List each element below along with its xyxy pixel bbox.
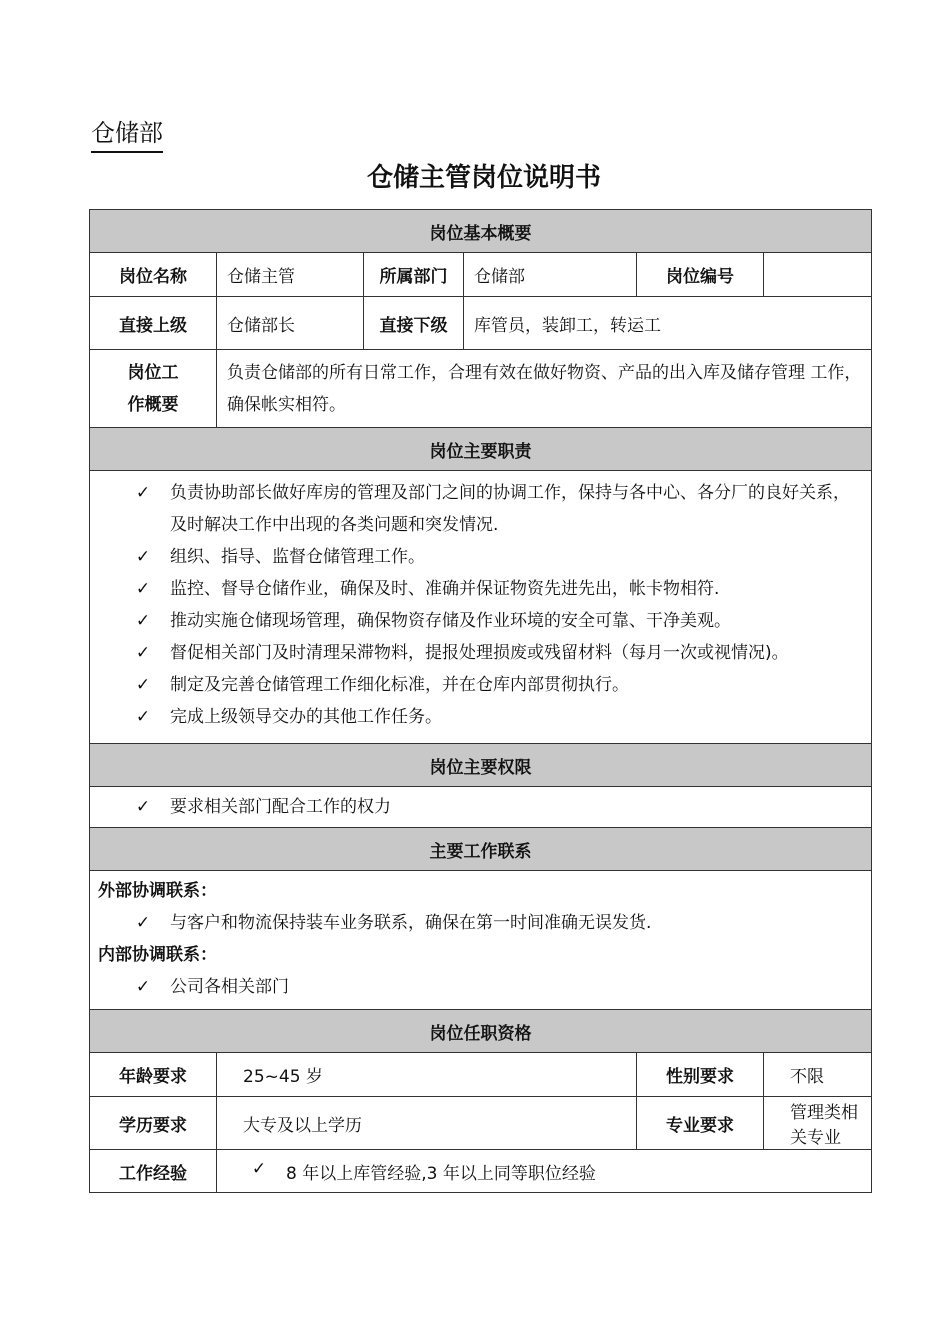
summary-label-line-2: 作概要: [127, 394, 179, 415]
section-authority-header: 岗位主要权限: [90, 744, 872, 787]
education-value: 大专及以上学历: [217, 1097, 637, 1150]
duty-text: 推动实施仓储现场管理，确保物资存储及作业环境的安全可靠、干净美观。: [170, 611, 731, 631]
duty-text: 制定及完善仓储管理工作细化标准，并在仓库内部贯彻执行。: [170, 675, 629, 695]
duties-list: [90, 471, 872, 744]
list-item: [98, 791, 863, 823]
check-icon: ✓: [135, 675, 151, 695]
check-icon: ✓: [135, 483, 151, 503]
list-item: [98, 541, 863, 573]
section-duties-header: 岗位主要职责: [90, 428, 872, 471]
position-name-label: 岗位名称: [90, 253, 217, 297]
list-item: [98, 605, 863, 637]
list-item: [98, 701, 863, 733]
list-item: [98, 477, 863, 541]
superior-label: 直接上级: [90, 297, 217, 350]
internal-relation-text: 公司各相关部门: [170, 977, 289, 997]
job-description-table: [89, 209, 872, 1193]
department-value: 仓储部: [464, 253, 637, 297]
subordinate-value: 库管员，装卸工，转运工: [464, 297, 872, 350]
external-relation-text: 与客户和物流保持装车业务联系，确保在第一时间准确无误发货.: [170, 913, 652, 933]
check-icon: ✓: [135, 977, 151, 997]
relations-list: [90, 871, 872, 1010]
major-label: 专业要求: [637, 1097, 764, 1150]
age-label: 年龄要求: [90, 1053, 217, 1097]
check-icon: ✓: [135, 913, 151, 933]
gender-label: 性别要求: [637, 1053, 764, 1097]
check-icon: ✓: [135, 797, 151, 817]
authority-list: [90, 787, 872, 828]
check-icon: ✓: [251, 1158, 267, 1179]
duty-text: 监控、督导仓储作业，确保及时、准确并保证物资先进先出，帐卡物相符.: [170, 579, 720, 599]
duty-text: 督促相关部门及时清理呆滞物料，提报处理损废或残留材料（每月一次或视情况)。: [170, 643, 789, 663]
list-item: [98, 637, 863, 669]
summary-label-line-1: 岗位工: [127, 362, 179, 383]
check-icon: ✓: [135, 707, 151, 727]
document-title: 仓储主管岗位说明书: [366, 163, 601, 193]
department-label: 所属部门: [364, 253, 464, 297]
age-value: 25~45 岁: [217, 1053, 637, 1097]
experience-value: [217, 1150, 872, 1193]
experience-text: 8 年以上库管经验,3 年以上同等职位经验: [286, 1163, 596, 1184]
list-item: [98, 971, 863, 1003]
section-relations-header: 主要工作联系: [90, 828, 872, 871]
list-item: [98, 669, 863, 701]
superior-value: 仓储部长: [217, 297, 364, 350]
check-icon: ✓: [135, 579, 151, 599]
position-code-value: [764, 253, 872, 297]
external-relations-label: 外部协调联系：: [98, 881, 217, 901]
major-value: 管理类相关专业: [764, 1097, 872, 1150]
section-qualifications-header: 岗位任职资格: [90, 1010, 872, 1053]
check-icon: ✓: [135, 643, 151, 663]
summary-label: [90, 350, 217, 428]
list-item: [98, 573, 863, 605]
internal-relations-label: 内部协调联系：: [98, 945, 217, 965]
education-label: 学历要求: [90, 1097, 217, 1150]
department-heading: 仓储部: [91, 116, 163, 153]
authority-text: 要求相关部门配合工作的权力: [170, 797, 391, 817]
list-item: [98, 907, 863, 939]
duty-text: 完成上级领导交办的其他工作任务。: [170, 707, 442, 727]
experience-label: 工作经验: [90, 1150, 217, 1193]
duty-text: 负责协助部长做好库房的管理及部门之间的协调工作，保持与各中心、各分厂的良好关系，及时解决工作中出现的各类问题和突发情况.: [170, 483, 850, 535]
section-basic-header: 岗位基本概要: [90, 210, 872, 253]
list-item: [218, 1159, 870, 1184]
summary-value: 负责仓储部的所有日常工作，合理有效在做好物资、产品的出入库及储存管理 工作，确保帐实相符。: [217, 350, 872, 428]
position-name-value: 仓储主管: [217, 253, 364, 297]
subordinate-label: 直接下级: [364, 297, 464, 350]
duty-text: 组织、指导、监督仓储管理工作。: [170, 547, 425, 567]
gender-value: 不限: [764, 1053, 872, 1097]
check-icon: ✓: [135, 611, 151, 631]
position-code-label: 岗位编号: [637, 253, 764, 297]
check-icon: ✓: [135, 547, 151, 567]
